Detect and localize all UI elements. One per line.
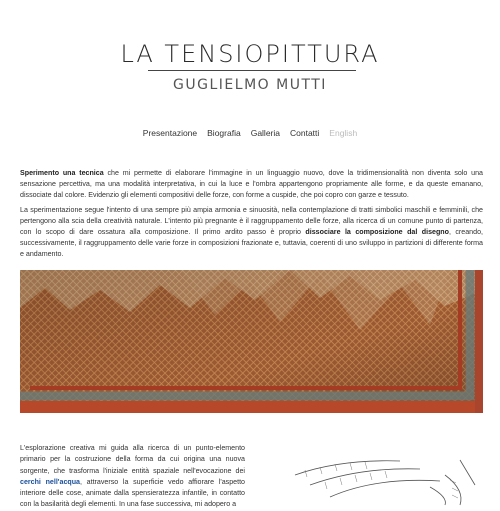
- title-divider: [148, 70, 356, 71]
- sketch-drawing: [280, 455, 480, 505]
- intro-p2-end: , creando, successivamente, il raggruppamento delle varie forze in composizioni frazionate e, tuttavia, coerenti di uno sviluppo in partizioni di differente forma e andamento.: [20, 228, 483, 258]
- intro-lead: Sperimento una tecnica: [20, 169, 104, 177]
- intro-p1-text: che mi permette di elaborare l'immagine in un linguaggio nuovo, dove la tridimensionalità non diventa solo una sensazione percettiva, ma una modalità interpretativa, in cui la luce e l'ombra appartengono propriamente alle forme, e da queste emanano, dissociate dal colore. Evidenzio gli elementi compositivi delle forze, con forme a cuspide, che poi copro con garze e tessuto.: [20, 169, 483, 199]
- intro-paragraph-2: [20, 205, 483, 260]
- lower-p3-end: , attraverso la superficie vedo affiorare l'aspetto interiore delle cose, animate dalla spensieratezza infantile, in contatto con la basilarità degli elementi. In una fase successiva, mi adopero a: [20, 477, 245, 509]
- main-nav: [0, 128, 500, 138]
- site-title[interactable]: LA TENSIOPITTURA: [120, 40, 380, 68]
- sketch-image[interactable]: [280, 455, 480, 505]
- site-subtitle: GUGLIELMO MUTTI: [173, 77, 327, 93]
- lower-paragraph: [20, 443, 245, 511]
- intro-p2-bold: dissociare la composizione dal disegno: [305, 228, 449, 236]
- cerchi-link[interactable]: cerchi nell'acqua: [20, 477, 80, 486]
- intro-p2-start: La sperimentazione segue l'intento di una sempre più ampia armonia e sinuosità, nella contemplazione di tratti simbolici maschili e femminili, che pertengono alla scia della creatività naturale. L'intento più pregnante è il raggruppamento delle forze, alla ricerca di un comune punto di partenza, con lo scopo di dare ossatura alla composizione. Il primo ardito passo è proprio: [20, 206, 483, 236]
- nav-item-contatti[interactable]: Contatti: [290, 128, 320, 138]
- nav-item-presentazione[interactable]: Presentazione: [142, 128, 198, 138]
- lower-p3-start: L'esplorazione creativa mi guida alla ricerca di un punto-elemento primario per la costruzione della forma da cui origina una nuova sorgente, che trasforma l'iniziale entità spaziale nell'evocazione dei: [20, 444, 245, 475]
- nav-item-galleria[interactable]: Galleria: [250, 128, 280, 138]
- artwork-image: [20, 270, 483, 413]
- nav-item-english[interactable]: English: [329, 128, 358, 138]
- artwork-photo[interactable]: [20, 270, 483, 413]
- nav-item-biografia[interactable]: Biografia: [207, 128, 241, 138]
- intro-paragraph-1: [20, 168, 483, 201]
